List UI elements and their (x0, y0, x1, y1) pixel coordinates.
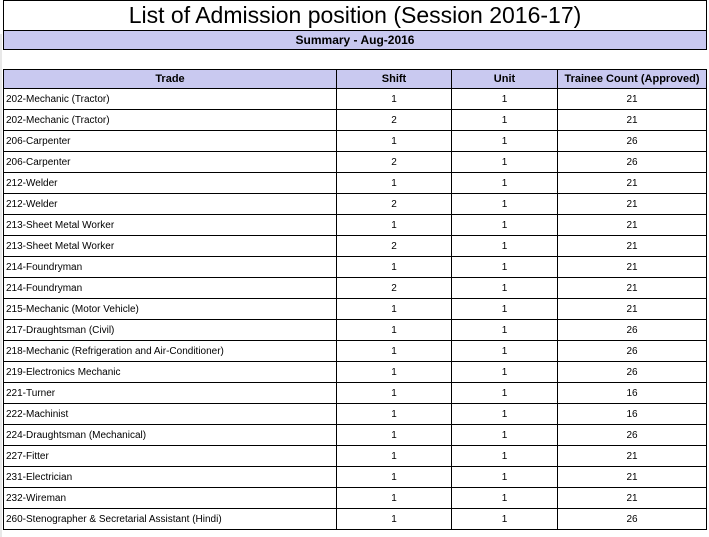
table-row (4, 404, 707, 425)
trade-cell: 224-Draughtsman (Mechanical) (4, 425, 337, 446)
unit-cell: 1 (452, 404, 558, 425)
trainee-count-cell: 21 (558, 173, 707, 194)
page-title: List of Admission position (Session 2016-17) (4, 1, 707, 31)
unit-cell: 1 (452, 383, 558, 404)
unit-cell: 1 (452, 152, 558, 173)
trade-cell: 213-Sheet Metal Worker (4, 236, 337, 257)
unit-cell: 1 (452, 509, 558, 530)
shift-cell: 1 (337, 467, 452, 488)
trainee-count-cell: 21 (558, 488, 707, 509)
summary-banner: Summary - Aug-2016 (4, 31, 707, 50)
unit-cell: 1 (452, 215, 558, 236)
trade-cell: 232-Wireman (4, 488, 337, 509)
header-unit: Unit (452, 70, 558, 89)
table-row (4, 341, 707, 362)
trainee-count-cell: 26 (558, 425, 707, 446)
admission-table (3, 0, 707, 530)
trade-cell: 227-Fitter (4, 446, 337, 467)
table-row (4, 110, 707, 131)
table-row (4, 362, 707, 383)
column-header-row (4, 70, 707, 89)
unit-cell: 1 (452, 257, 558, 278)
trainee-count-cell: 21 (558, 299, 707, 320)
trainee-count-cell: 26 (558, 341, 707, 362)
table-row (4, 425, 707, 446)
trainee-count-cell: 21 (558, 236, 707, 257)
table-row (4, 278, 707, 299)
table-row (4, 173, 707, 194)
shift-cell: 1 (337, 509, 452, 530)
trainee-count-cell: 26 (558, 320, 707, 341)
shift-cell: 1 (337, 404, 452, 425)
shift-cell: 2 (337, 194, 452, 215)
trainee-count-cell: 21 (558, 194, 707, 215)
shift-cell: 1 (337, 173, 452, 194)
shift-cell: 1 (337, 446, 452, 467)
shift-cell: 1 (337, 362, 452, 383)
shift-cell: 2 (337, 236, 452, 257)
unit-cell: 1 (452, 131, 558, 152)
shift-cell: 2 (337, 278, 452, 299)
unit-cell: 1 (452, 488, 558, 509)
table-row (4, 152, 707, 173)
sheet-left-rule (0, 34, 2, 537)
trainee-count-cell: 21 (558, 215, 707, 236)
table-row (4, 131, 707, 152)
trainee-count-cell: 16 (558, 383, 707, 404)
spacer-row (4, 50, 707, 70)
unit-cell: 1 (452, 110, 558, 131)
table-row (4, 89, 707, 110)
unit-cell: 1 (452, 467, 558, 488)
table-row (4, 215, 707, 236)
shift-cell: 1 (337, 215, 452, 236)
trade-cell: 221-Turner (4, 383, 337, 404)
unit-cell: 1 (452, 236, 558, 257)
shift-cell: 1 (337, 257, 452, 278)
table-row (4, 257, 707, 278)
table-row (4, 236, 707, 257)
trainee-count-cell: 21 (558, 110, 707, 131)
header-trade: Trade (4, 70, 337, 89)
trade-cell: 214-Foundryman (4, 257, 337, 278)
unit-cell: 1 (452, 299, 558, 320)
trainee-count-cell: 21 (558, 278, 707, 299)
trainee-count-cell: 26 (558, 131, 707, 152)
table-row (4, 488, 707, 509)
shift-cell: 1 (337, 488, 452, 509)
table-row (4, 299, 707, 320)
table-row (4, 194, 707, 215)
trade-cell: 215-Mechanic (Motor Vehicle) (4, 299, 337, 320)
unit-cell: 1 (452, 89, 558, 110)
shift-cell: 2 (337, 152, 452, 173)
shift-cell: 1 (337, 425, 452, 446)
header-shift: Shift (337, 70, 452, 89)
shift-cell: 2 (337, 110, 452, 131)
trade-cell: 212-Welder (4, 173, 337, 194)
shift-cell: 1 (337, 341, 452, 362)
shift-cell: 1 (337, 383, 452, 404)
trade-cell: 202-Mechanic (Tractor) (4, 89, 337, 110)
unit-cell: 1 (452, 278, 558, 299)
shift-cell: 1 (337, 320, 452, 341)
unit-cell: 1 (452, 173, 558, 194)
trade-cell: 231-Electrician (4, 467, 337, 488)
shift-cell: 1 (337, 131, 452, 152)
shift-cell: 1 (337, 89, 452, 110)
trade-cell: 222-Machinist (4, 404, 337, 425)
shift-cell: 1 (337, 299, 452, 320)
unit-cell: 1 (452, 194, 558, 215)
trade-cell: 217-Draughtsman (Civil) (4, 320, 337, 341)
trade-cell: 214-Foundryman (4, 278, 337, 299)
trade-cell: 212-Welder (4, 194, 337, 215)
header-trainee-count: Trainee Count (Approved) (558, 70, 707, 89)
table-row (4, 383, 707, 404)
unit-cell: 1 (452, 320, 558, 341)
trade-cell: 260-Stenographer & Secretarial Assistant (Hindi) (4, 509, 337, 530)
trainee-count-cell: 21 (558, 467, 707, 488)
trainee-count-cell: 21 (558, 257, 707, 278)
unit-cell: 1 (452, 362, 558, 383)
trainee-count-cell: 21 (558, 446, 707, 467)
trainee-count-cell: 16 (558, 404, 707, 425)
trainee-count-cell: 26 (558, 152, 707, 173)
table-row (4, 509, 707, 530)
unit-cell: 1 (452, 341, 558, 362)
trade-cell: 206-Carpenter (4, 131, 337, 152)
trainee-count-cell: 21 (558, 89, 707, 110)
trainee-count-cell: 26 (558, 509, 707, 530)
table-row (4, 467, 707, 488)
trade-cell: 219-Electronics Mechanic (4, 362, 337, 383)
table-row (4, 446, 707, 467)
trade-cell: 206-Carpenter (4, 152, 337, 173)
table-row (4, 320, 707, 341)
trade-cell: 202-Mechanic (Tractor) (4, 110, 337, 131)
trade-cell: 213-Sheet Metal Worker (4, 215, 337, 236)
unit-cell: 1 (452, 446, 558, 467)
trade-cell: 218-Mechanic (Refrigeration and Air-Conditioner) (4, 341, 337, 362)
trainee-count-cell: 26 (558, 362, 707, 383)
unit-cell: 1 (452, 425, 558, 446)
